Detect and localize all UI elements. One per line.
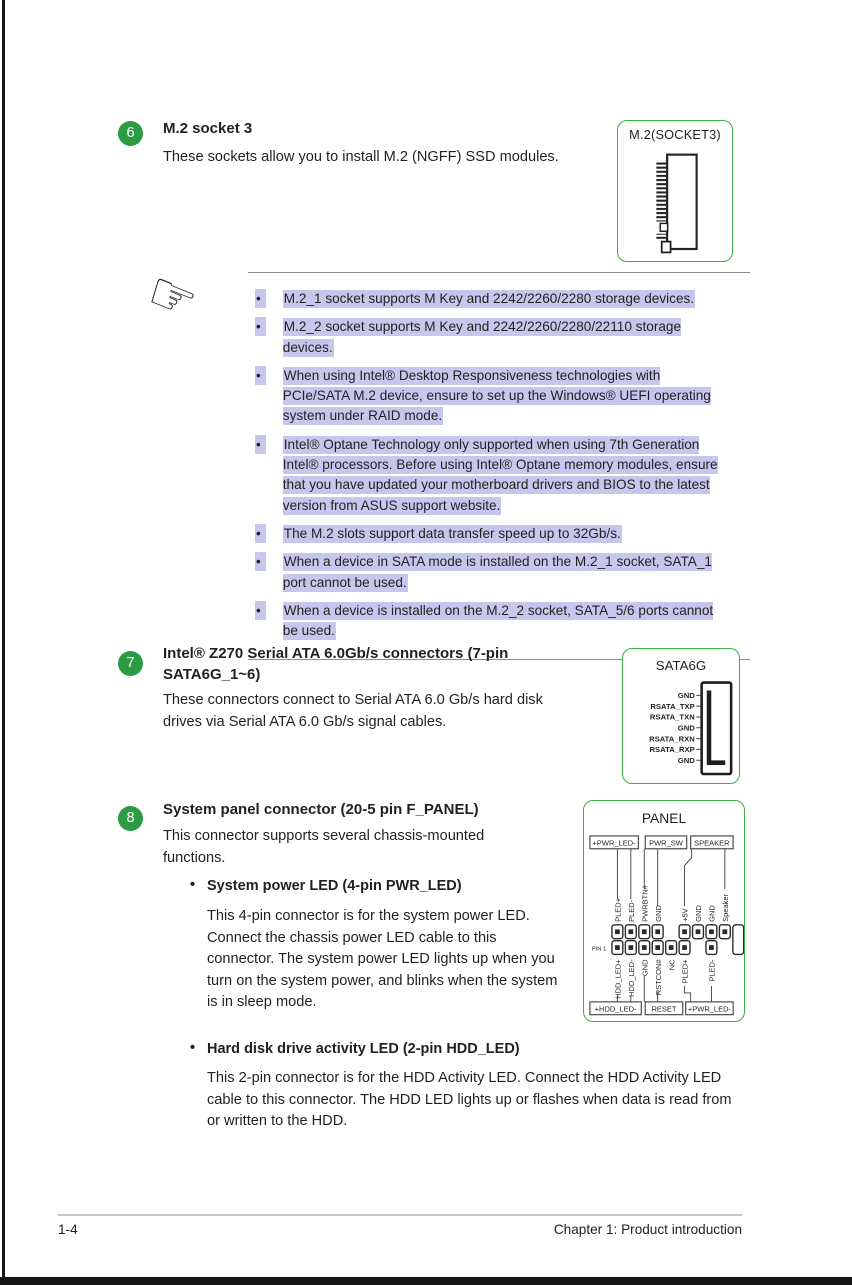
- step-8-badge: [118, 806, 143, 831]
- bullet-icon: [255, 317, 266, 336]
- footer-page-number: 1-4: [58, 1222, 78, 1237]
- footer-chapter: Chapter 1: Product introduction: [553, 1222, 742, 1237]
- svg-text:GND: GND: [707, 905, 717, 922]
- bullet-icon: [255, 366, 266, 385]
- svg-text:GND: GND: [677, 691, 695, 701]
- m2-connector-shape: [656, 155, 696, 253]
- bullet-icon: [255, 289, 266, 308]
- panel-section-title: System panel connector (20-5 pin F_PANEL): [163, 801, 479, 818]
- note-item: [248, 601, 750, 642]
- svg-text:RSATA_RXP: RSATA_RXP: [649, 745, 695, 755]
- hdd-led-body: This 2-pin connector is for the HDD Activity LED. Connect the HDD Activity LED cable to this connector. The HDD LED lights up or flashes when data is read from or written to the HDD.: [207, 1070, 732, 1129]
- panel-bottom-pin-labels: [614, 959, 717, 999]
- note-item: [248, 289, 750, 309]
- note-item: [248, 552, 750, 593]
- svg-text:HDD_LED-: HDD_LED-: [626, 959, 636, 997]
- panel-5v-line: [685, 849, 692, 906]
- svg-text:GND: GND: [677, 723, 695, 733]
- bullet-icon: [255, 601, 266, 620]
- m2-socket-diagram: [617, 120, 733, 262]
- note-text: The M.2 slots support data transfer speed up to 32Gb/s.: [283, 525, 621, 541]
- svg-text:RSTCON#: RSTCON#: [653, 959, 663, 996]
- note-text: When a device is installed on the M.2_2 socket, SATA_5/6 ports cannot be used.: [282, 602, 714, 639]
- page-bottom-edge: [0, 1277, 852, 1285]
- svg-text:NC: NC: [667, 959, 677, 971]
- note-item: [248, 317, 750, 358]
- panel-pin-header: [612, 925, 744, 955]
- svg-text:PLED+: PLED+: [680, 959, 690, 984]
- svg-text:HDD_LED+: HDD_LED+: [613, 959, 623, 999]
- svg-text:+HDD_LED-: +HDD_LED-: [594, 1004, 637, 1014]
- svg-text:GND: GND: [677, 755, 695, 765]
- note-text: When using Intel® Desktop Responsiveness technologies with PCIe/SATA M.2 device, ensure to set up the Windows® UEFI operating system under RAID mode.: [282, 367, 711, 424]
- svg-text:PWRBTN#: PWRBTN#: [640, 885, 650, 922]
- m2-socket-drawing: [618, 121, 732, 261]
- sata6g-diagram: [622, 648, 740, 784]
- f-panel-diagram-title: PANEL: [641, 810, 687, 827]
- bullet-icon: [190, 1040, 195, 1056]
- panel-top-boxes: [590, 836, 733, 849]
- panel-section-body: This connector supports several chassis-mounted functions.: [163, 828, 485, 866]
- note-item: [248, 524, 750, 544]
- sata6g-diagram-title: SATA6G: [655, 657, 707, 673]
- svg-text:+PWR_LED-: +PWR_LED-: [592, 838, 636, 848]
- f-panel-diagram: [583, 800, 745, 1022]
- svg-text:GND: GND: [640, 959, 650, 977]
- note-hand-icon: ☞: [138, 258, 207, 335]
- panel-top-lines: [617, 849, 724, 906]
- step-6-number: 6: [126, 125, 135, 142]
- sata-section-title: Intel® Z270 Serial ATA 6.0Gb/s connectors (7-pin SATA6G_1~6): [163, 645, 509, 683]
- svg-text:Speaker: Speaker: [721, 893, 730, 922]
- bullet-icon: [190, 877, 195, 893]
- bullet-icon: [255, 435, 266, 454]
- step-7-badge: [118, 651, 143, 676]
- notes-block: [248, 272, 750, 660]
- svg-text:RSATA_TXN: RSATA_TXN: [649, 712, 695, 722]
- note-text: When a device in SATA mode is installed on the M.2_1 socket, SATA_1 port cannot be used.: [282, 554, 712, 590]
- svg-text:PLED-: PLED-: [626, 899, 636, 922]
- note-text: Intel® Optane Technology only supported when using 7th Generation Intel® processors. Before using Intel® Optane memory modules, ensure that you have updated your motherboard drivers and BIOS to the latest version from ASUS support website.: [282, 436, 718, 513]
- svg-text:PWR_SW: PWR_SW: [649, 838, 683, 848]
- note-item: [248, 435, 750, 516]
- hdd-led-title: Hard disk drive activity LED (2-pin HDD_LED): [207, 1041, 520, 1057]
- svg-text:+5V: +5V: [680, 908, 690, 922]
- svg-text:RSATA_RXN: RSATA_RXN: [649, 734, 695, 744]
- pwr-led-title: System power LED (4-pin PWR_LED): [207, 878, 462, 894]
- panel-pled-line: [685, 986, 691, 1002]
- step-6-badge: [118, 121, 143, 146]
- note-text: M.2_2 socket supports M Key and 2242/2260/2280/22110 storage devices.: [282, 319, 682, 355]
- panel-pin-dots: [615, 929, 727, 950]
- note-item: [248, 366, 750, 427]
- step-8-number: 8: [126, 810, 135, 827]
- svg-text:GND: GND: [694, 905, 704, 922]
- panel-bottom-boxes: [590, 1002, 733, 1015]
- pwr-led-body: This 4-pin connector is for the system power LED. Connect the chassis power LED cable to this connector. The system power LED lights up when you turn on the system power, and blinks when the system is in sleep mode.: [207, 908, 558, 1010]
- svg-text:PLED-: PLED-: [707, 959, 717, 982]
- m2-diagram-label: M.2(SOCKET3): [629, 126, 721, 142]
- svg-text:+PWR_LED-: +PWR_LED-: [687, 1004, 732, 1014]
- page-left-edge: [2, 0, 5, 1285]
- sata-section-body: These connectors connect to Serial ATA 6.0 Gb/s hard disk drives via Serial ATA 6.0 Gb/s signal cables.: [163, 692, 543, 730]
- bullet-icon: [255, 524, 266, 543]
- step-7-number: 7: [126, 655, 135, 672]
- footer-divider: [58, 1214, 742, 1216]
- svg-text:PLED+: PLED+: [613, 897, 623, 922]
- m2-section-body: These sockets allow you to install M.2 (NGFF) SSD modules.: [163, 149, 559, 165]
- m2-section-title: M.2 socket 3: [163, 120, 253, 137]
- svg-text:RESET: RESET: [651, 1004, 677, 1014]
- pin1-label: PIN 1: [591, 946, 607, 953]
- sata6g-pin-labels: [649, 691, 695, 765]
- svg-text:GND: GND: [653, 905, 663, 922]
- f-panel-drawing: [584, 801, 744, 1021]
- bullet-icon: [255, 552, 266, 571]
- sata6g-connector-shape: [702, 683, 731, 774]
- svg-text:RSATA_TXP: RSATA_TXP: [650, 701, 695, 711]
- svg-text:SPEAKER: SPEAKER: [694, 838, 730, 848]
- sata6g-drawing: [623, 649, 739, 783]
- note-text: M.2_1 socket supports M Key and 2242/2260/2280 storage devices.: [283, 291, 695, 306]
